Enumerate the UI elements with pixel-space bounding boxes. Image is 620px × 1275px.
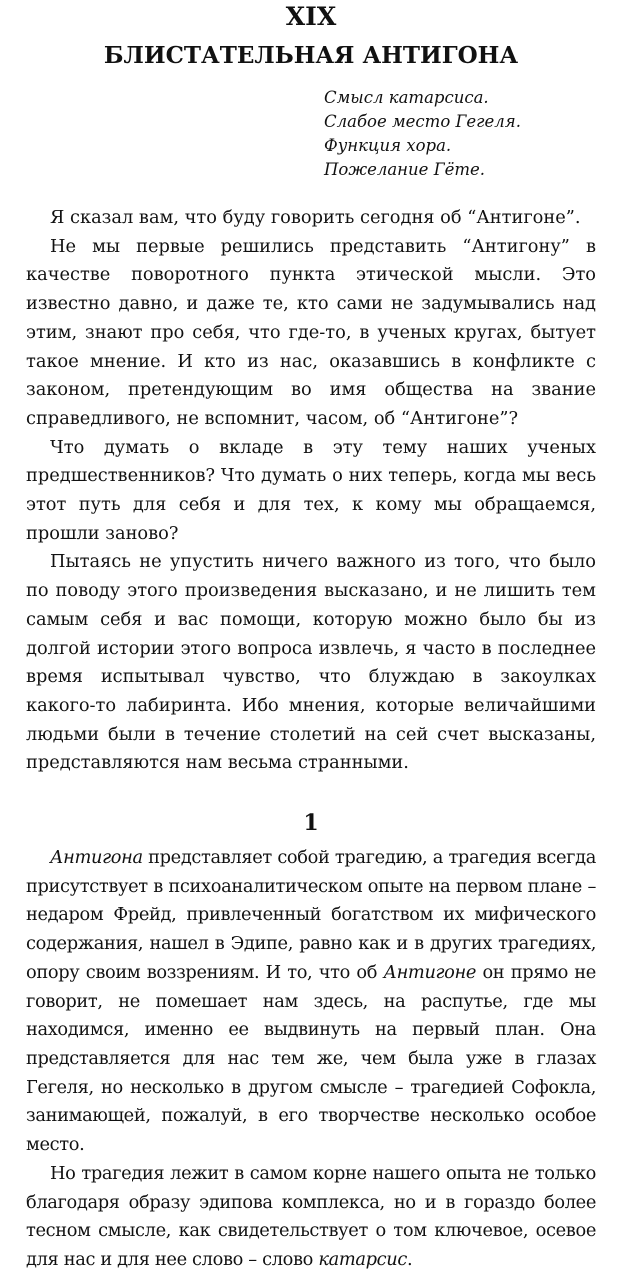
body-text <box>26 204 596 1275</box>
epigraph-line: Смысл катарсиса. <box>324 88 489 107</box>
emphasis: Антигоне <box>383 961 477 983</box>
epigraph-line: Пожелание Гёте. <box>324 160 486 179</box>
paragraph: Пытаясь не упустить ничего важного из того, что было по поводу этого произведения высказано, и не лишить тем самым себя и вас помощи, которую можно было бы из долгой истории этого вопроса извлечь, я часто в последнее время испытывал чувство, что блуждаю в закоулках какого-то лабиринта. Ибо мнения, которые величайшими людьми были в течение столетий на сей счет высказаны, представляются нам весьма странными. <box>26 551 596 774</box>
text-run: . <box>406 1248 413 1270</box>
chapter-number: XIX <box>285 2 337 31</box>
section-number: 1 <box>303 810 319 837</box>
paragraph: Что думать о вкладе в эту тему наших ученых предшественников? Что думать о них теперь, когда мы весь этот путь для себя и для тех, к кому мы обращаемся, прошли заново? <box>26 436 596 544</box>
paragraph: Не мы первые решились представить “Антигону” в качестве поворотного пункта этической мысли. Это известно давно, и даже те, кто сами не задумывались над этим, знают про себя, что где-то, в ученых кругах, бытует такое мнение. И кто из нас, оказавшись в конфликте с законом, претендующим во имя общества на звание справедливого, не вспомнит, часом, об “Антигоне”? <box>26 235 596 429</box>
emphasis: катарсис <box>318 1248 407 1270</box>
emphasis: Антигона <box>50 847 143 869</box>
paragraph <box>26 1160 596 1275</box>
text-run: Но трагедия лежит в самом корне нашего опыта не только благодаря образу эдипова комплекса, но и в гораздо более тесном смысле, как свидетельствует о том ключевое, осевое для нас и для нее слово – слово <box>26 1162 596 1270</box>
epigraph-line: Функция хора. <box>324 136 452 155</box>
paragraph: Я сказал вам, что буду говорить сегодня об “Антигоне”. <box>50 207 581 228</box>
text-run: он прямо не говорит, не помешает нам здесь, на распутье, где мы находимся, именно ее выдвинуть на первый план. Она представляется для нас тем же, чем была уже в глазах Гегеля, но несколько в другом смысле – трагедией Софокла, занимающей, пожалуй, в его творчестве несколько особое место. <box>26 961 596 1156</box>
epigraph <box>324 86 596 182</box>
paragraph <box>26 844 596 1160</box>
epigraph-line: Слабое место Гегеля. <box>324 112 521 131</box>
chapter-title: БЛИСТАТЕЛЬНАЯ АНТИГОНА <box>103 42 519 69</box>
text-run: представляет собой трагедию, а трагедия всегда присутствует в психоаналитическом опыте на первом плане – недаром Фрейд, привлеченный богатством их мифического содержания, нашел в Эдипе, равно как и в других трагедиях, опору своим воззрениям. И то, что об <box>26 847 596 983</box>
